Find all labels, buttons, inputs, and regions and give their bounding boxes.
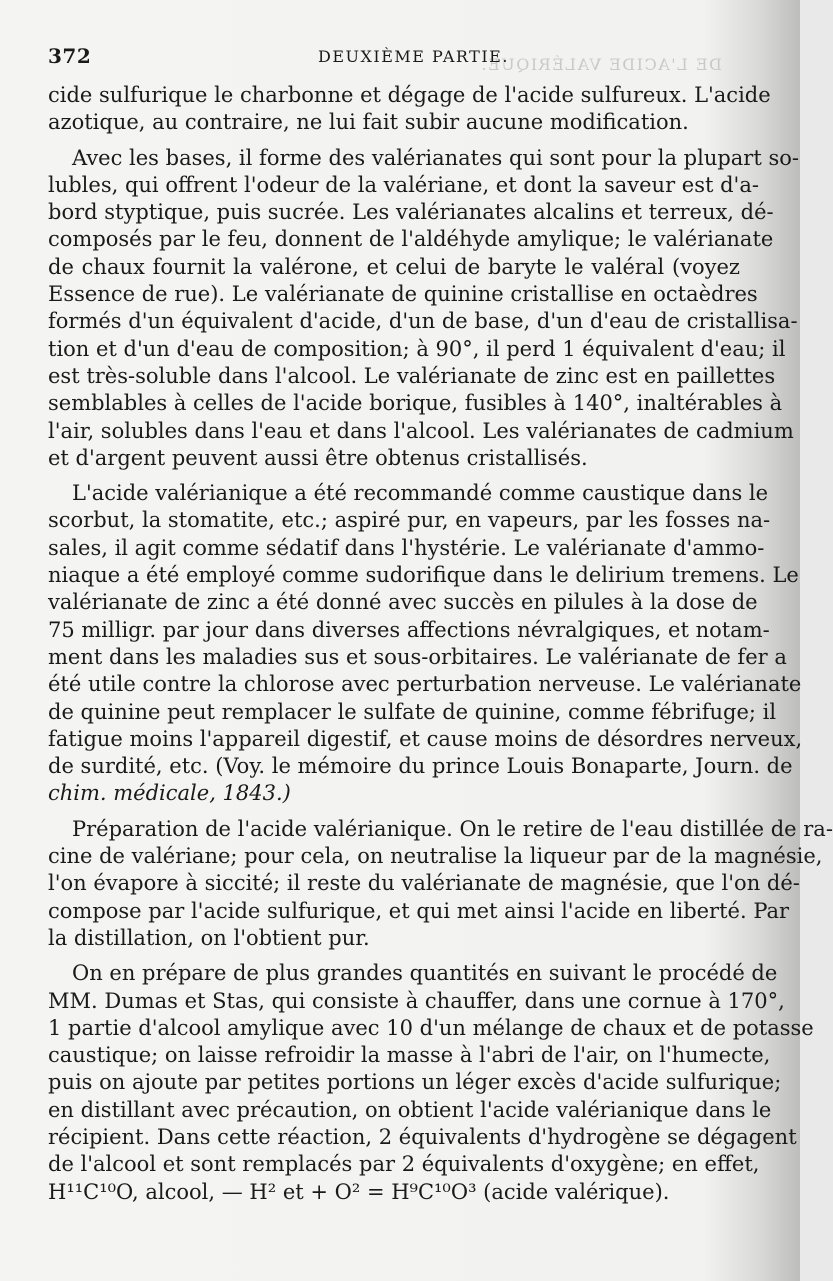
text-line: sales, il agit comme sédatif dans l'hystérie. Le valérianate d'ammo- (48, 535, 765, 560)
text-line: Avec les bases, il forme des valérianates qui sont pour la plupart so- (72, 145, 799, 170)
text-line: On en prépare de plus grandes quantités en suivant le procédé de (72, 961, 778, 986)
text-line: Essence de rue). Le valérianate de quinine cristallise en octaèdres (48, 282, 758, 307)
text-line: été utile contre la chlorose avec perturbation nerveuse. Le valérianate (48, 672, 802, 697)
text-line: et d'argent peuvent aussi être obtenus cristallisés. (48, 445, 588, 470)
text-line: semblables à celles de l'acide borique, fusibles à 140°, inaltérables à (48, 391, 783, 416)
text-line: formés d'un équivalent d'acide, d'un de base, d'un d'eau de cristallisa- (48, 309, 798, 334)
text-line: H¹¹C¹⁰O, alcool, — H² et + O² = H⁹C¹⁰O³ (acide valérique). (48, 1179, 670, 1204)
text-line: 1 partie d'alcool amylique avec 10 d'un mélange de chaux et de potasse (48, 1015, 814, 1040)
text-line: fatigue moins l'appareil digestif, et cause moins de désordres nerveux, (48, 726, 803, 751)
paragraph (48, 960, 814, 1206)
text-line: puis on ajoute par petites portions un léger excès d'acide sulfurique; (48, 1070, 782, 1095)
text-line: tion et d'un d'eau de composition; à 90°, il perd 1 équivalent d'eau; il (48, 336, 786, 361)
text-line: cine de valériane; pour cela, on neutralise la liqueur par de la magnésie, (48, 844, 823, 869)
paragraph (48, 480, 803, 808)
text-line: de quinine peut remplacer le sulfate de quinine, comme fébrifuge; il (48, 699, 777, 724)
text-line: valérianate de zinc a été donné avec succès en pilules à la dose de (48, 590, 758, 615)
text-line: de surdité, etc. (Voy. le mémoire du prince Louis Bonaparte, Journ. de (48, 754, 793, 779)
text-line: ment dans les maladies sus et sous-orbitaires. Le valérianate de fer a (48, 644, 787, 669)
text-line: cide sulfurique le charbonne et dégage de l'acide sulfureux. L'acide (48, 83, 771, 107)
text-line: de chaux fournit la valérone, et celui de baryte le valéral (voyez (48, 254, 740, 279)
page-number: 372 (48, 44, 92, 68)
text-line: compose par l'acide sulfurique, et qui met ainsi l'acide en liberté. Par (48, 898, 790, 923)
running-head: DEUXIÈME PARTIE. (318, 47, 509, 66)
text-line: bord styptique, puis sucrée. Les valérianates alcalins et terreux, dé- (48, 200, 774, 225)
text-line: MM. Dumas et Stas, qui consiste à chauffer, dans une cornue à 170°, (48, 988, 785, 1013)
text-line: 75 milligr. par jour dans diverses affections névralgiques, et notam- (48, 617, 770, 642)
text-line: en distillant avec précaution, on obtient l'acide valérianique dans le (48, 1097, 772, 1122)
page-header (48, 44, 738, 74)
text-line: azotique, au contraire, ne lui fait subir aucune modification. (48, 110, 689, 135)
text-line: l'air, solubles dans l'eau et dans l'alcool. Les valérianates de cadmium (48, 418, 794, 443)
text-line: scorbut, la stomatite, etc.; aspiré pur, en vapeurs, par les fosses na- (48, 508, 771, 533)
body-text (48, 82, 833, 1206)
paragraph (48, 816, 833, 952)
text-line: L'acide valérianique a été recommandé comme caustique dans le (72, 481, 769, 506)
text-line: la distillation, on l'obtient pur. (48, 925, 370, 950)
text-line: de l'alcool et sont remplacés par 2 équivalents d'oxygène; en effet, (48, 1152, 760, 1177)
text-line: composés par le feu, donnent de l'aldéhyde amylique; le valérianate (48, 227, 774, 252)
text-line: chim. médicale, 1843.) (48, 781, 291, 806)
text-line: l'on évapore à siccité; il reste du valérianate de magnésie, que l'on dé- (48, 871, 800, 896)
paragraph (48, 82, 771, 137)
text-line: est très-soluble dans l'alcool. Le valérianate de zinc est en paillettes (48, 363, 776, 388)
text-line: récipient. Dans cette réaction, 2 équivalents d'hydrogène se dégagent (48, 1124, 797, 1149)
text-line: lubles, qui offrent l'odeur de la valériane, et dont la saveur est d'a- (48, 172, 759, 197)
text-line: Préparation de l'acide valérianique. On le retire de l'eau distillée de ra- (72, 816, 833, 841)
text-line: niaque a été employé comme sudorifique dans le delirium tremens. Le (48, 563, 799, 588)
bleed-through-text: DE L'ACIDE VALÉRIQUE. (480, 55, 722, 74)
paragraph (48, 145, 799, 473)
text-line: caustique; on laisse refroidir la masse à l'abri de l'air, on l'humecte, (48, 1043, 771, 1068)
